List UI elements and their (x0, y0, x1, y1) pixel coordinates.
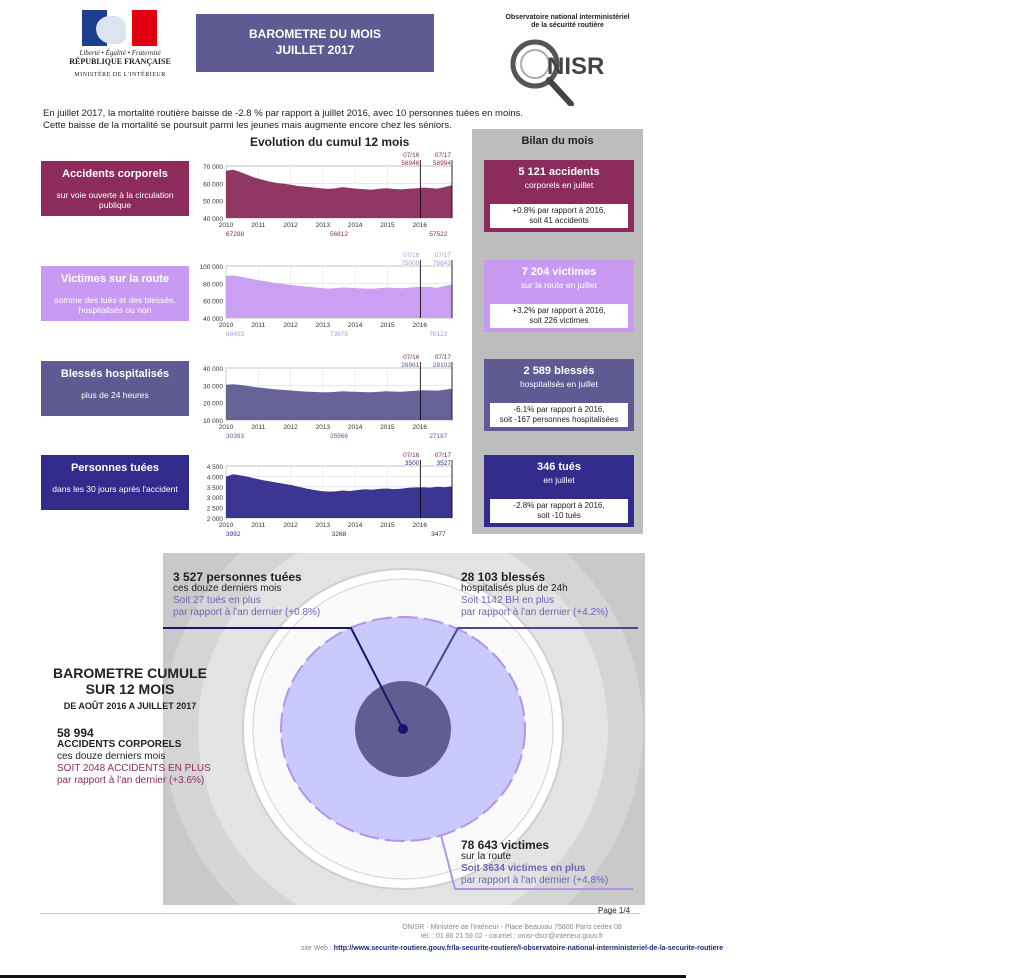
bilan-sub: corporels en juillet (524, 180, 594, 190)
bilan-value: 5 121 accidents (518, 166, 600, 178)
intro-text (43, 108, 523, 131)
bilan-change-box (490, 304, 628, 328)
marker-value-label: 78643 (432, 260, 451, 267)
blesses-chart (190, 352, 460, 448)
marker-value-label: 56946 (401, 160, 420, 167)
y-tick-label: 3 000 (206, 495, 223, 503)
blesses-label-box (41, 361, 189, 416)
marker-date-label: 07/17 (434, 152, 451, 159)
bilan-sub: en juillet (543, 475, 575, 485)
x-tick-label: 2015 (380, 322, 395, 329)
y-tick-label: 2 500 (206, 505, 223, 513)
marker-date-label: 07/16 (403, 152, 420, 159)
bottom-value-label: 88453 (226, 331, 245, 338)
row-label: Blessés hospitalisés (60, 368, 170, 380)
row-sublabel: somme des tués et des blessés, hospitalisés ou non (54, 295, 176, 315)
bilan-change-box (490, 204, 628, 228)
cumul-victimes-value: 78 643 victimes (461, 838, 550, 852)
y-tick-label: 3 500 (206, 484, 223, 492)
ministry-name: MINISTÈRE DE L'INTÉRIEUR (74, 72, 166, 78)
cumul-tues-soit: Soit 27 tués en plus (173, 595, 261, 606)
marker-date-label: 07/16 (403, 452, 420, 459)
y-tick-label: 70 000 (203, 164, 223, 171)
victimes-chart (190, 250, 460, 346)
y-tick-label: 60 000 (203, 181, 223, 189)
bilan-change: +3.2% par rapport à 2016, (512, 306, 606, 315)
marker-date-label: 07/17 (434, 354, 451, 361)
x-tick-label: 2016 (412, 222, 427, 229)
x-tick-label: 2010 (218, 222, 234, 229)
title-line-1: BAROMETRE DU MOIS (249, 27, 381, 41)
republique-francaise-logo (60, 10, 180, 82)
cumul-accidents-period: ces douze derniers mois (57, 751, 166, 762)
marker-value-label: 26961 (401, 362, 420, 369)
y-tick-label: 100 000 (199, 264, 223, 271)
onisr-line-1: Observatoire national interministériel (505, 14, 630, 21)
y-tick-label: 60 000 (203, 298, 223, 306)
x-tick-label: 2015 (380, 424, 395, 431)
bilan-value: 7 204 victimes (521, 266, 597, 278)
footer-divider (40, 913, 640, 914)
x-tick-label: 2016 (412, 522, 427, 529)
footer-site-label: site Web : (300, 945, 332, 952)
bottom-value-label: 3992 (226, 531, 241, 538)
marker-value-label: 3500 (404, 460, 420, 467)
x-tick-label: 2014 (347, 222, 363, 229)
bilan-title: Bilan du mois (521, 135, 594, 147)
cumul-tues-rapport: par rapport à l'an dernier (+0.8%) (173, 607, 321, 618)
y-tick-label: 20 000 (203, 400, 223, 408)
bilan-change-box (490, 403, 628, 427)
x-tick-label: 2011 (251, 222, 266, 229)
cumul-victimes-soit: Soit 3634 victimes en plus (461, 863, 586, 874)
rf-name: RÉPUBLIQUE FRANÇAISE (69, 57, 171, 66)
y-tick-label: 40 000 (203, 216, 223, 223)
y-tick-label: 4 000 (206, 474, 223, 482)
marker-date-label: 07/17 (434, 452, 451, 459)
victimes-label-box (41, 266, 189, 321)
marker-value-label: 3527 (436, 460, 451, 467)
tues-chart (190, 450, 460, 546)
x-tick-label: 2016 (412, 424, 427, 431)
marker-date-label: 07/16 (403, 252, 420, 259)
onisr-logo-text: NISR (547, 53, 605, 80)
tues-bilan-box (484, 455, 634, 527)
cumul-victimes-annotation (461, 839, 608, 887)
bilan-change: -6.1% par rapport à 2016, (513, 405, 605, 414)
intro-line-2: Cette baisse de la mortalité se poursuit parmi les jeunes mais augmente encore chez les séniors. (43, 119, 452, 131)
bilan-value: 346 tués (536, 461, 582, 473)
x-tick-label: 2012 (283, 522, 298, 529)
onisr-line-2: de la sécurité routière (531, 22, 604, 29)
tues-label-box (41, 455, 189, 510)
cumul-tues-period: ces douze derniers mois (173, 583, 282, 594)
footer-address: ONISR - Ministère de l'intérieur - Place Beauvau 75800 Paris cedex 08 (402, 924, 622, 931)
footer-site (0, 945, 1024, 952)
bottom-value-label: 3477 (431, 531, 446, 538)
x-tick-label: 2011 (251, 322, 266, 329)
footer-contact: tél. : 01 86 21 59 02 - courriel : onisr-dscr@interieur.gouv.fr (420, 933, 604, 940)
cumul-title-1: BAROMETRE CUMULE (53, 665, 207, 681)
marker-date-label: 07/16 (403, 354, 420, 361)
marker-value-label: 75009 (401, 260, 420, 267)
victimes-bilan-box (484, 260, 634, 332)
onisr-magnifier-icon (505, 34, 630, 106)
x-tick-label: 2011 (251, 522, 266, 529)
cumul-accidents-value: 58 994 (57, 726, 94, 740)
bilan-change-2: soit -10 tués (537, 511, 581, 520)
cumul-title (30, 665, 230, 697)
bottom-value-label: 25966 (329, 433, 349, 440)
y-tick-label: 2 000 (206, 516, 223, 523)
cumul-title-2: SUR 12 MOIS (85, 681, 175, 697)
row-label: Personnes tuées (70, 462, 160, 474)
x-tick-label: 2013 (315, 424, 331, 431)
cumul-accidents-annotation (57, 727, 211, 787)
cumul-victimes-rapport: par rapport à l'an dernier (+4.8%) (461, 875, 609, 886)
cumul-accidents-label: ACCIDENTS CORPORELS (57, 739, 182, 750)
bottom-value-label: 73875 (329, 331, 349, 338)
bottom-value-label: 57522 (429, 231, 448, 238)
bilan-change-2: soit 226 victimes (529, 316, 589, 325)
bottom-value-label: 56812 (329, 231, 349, 238)
x-tick-label: 2014 (347, 322, 363, 329)
x-tick-label: 2016 (412, 322, 427, 329)
x-tick-label: 2010 (218, 522, 234, 529)
cumul-blesses-rapport: par rapport à l'an dernier (+4.2%) (461, 607, 609, 618)
x-tick-label: 2010 (218, 424, 234, 431)
bottom-value-label: 30393 (226, 433, 245, 440)
x-tick-label: 2013 (315, 522, 331, 529)
cumul-blesses-soit: Soit 1142 BH en plus (461, 595, 555, 606)
row-sublabel: sur voie ouverte à la circulation publique (56, 190, 174, 210)
bottom-value-label: 27187 (429, 433, 448, 440)
bilan-value: 2 589 blessés (523, 365, 595, 377)
cumul-tues-value: 3 527 personnes tuées (173, 570, 302, 584)
cumul-accidents-rapport: par rapport à l'an dernier (+3.6%) (57, 775, 205, 786)
cumul-blesses-annotation (461, 571, 608, 619)
x-tick-label: 2014 (347, 522, 363, 529)
y-tick-label: 30 000 (203, 383, 223, 391)
cumul-tues-annotation (173, 571, 320, 619)
x-tick-label: 2013 (315, 222, 331, 229)
x-tick-label: 2013 (315, 322, 331, 329)
bottom-value-label: 3268 (331, 531, 347, 538)
marker-date-label: 07/17 (434, 252, 451, 259)
y-tick-label: 80 000 (203, 281, 223, 289)
x-tick-label: 2010 (218, 322, 234, 329)
accidents-bilan-box (484, 160, 634, 232)
cumul-subtitle: DE AOÛT 2016 A JUILLET 2017 (63, 701, 197, 711)
y-tick-label: 4 500 (206, 464, 223, 471)
bilan-change-box (490, 499, 628, 523)
row-label: Accidents corporels (62, 168, 168, 180)
bilan-change-2: soit 41 accidents (529, 216, 589, 225)
x-tick-label: 2014 (347, 424, 363, 431)
x-tick-label: 2015 (380, 522, 395, 529)
bottom-value-label: 67288 (226, 231, 245, 238)
x-tick-label: 2011 (251, 424, 266, 431)
bilan-change: -2.8% par rapport à 2016, (513, 501, 605, 510)
intro-line-1: En juillet 2017, la mortalité routière baisse de -2.8 % par rapport à juillet 2016, avec 10 personnes tuées en moins. (43, 108, 524, 119)
y-tick-label: 40 000 (203, 316, 223, 323)
x-tick-label: 2012 (283, 322, 298, 329)
y-tick-label: 50 000 (203, 198, 223, 206)
bilan-change-2: soit -167 personnes hospitalisées (499, 415, 619, 424)
y-tick-label: 10 000 (203, 418, 223, 425)
title-line-2: JUILLET 2017 (275, 43, 355, 57)
blesses-bilan-box (484, 359, 634, 431)
bilan-sub: hospitalisés en juillet (520, 379, 598, 389)
row-label: Victimes sur la route (60, 273, 169, 285)
bilan-sub: sur la route en juillet (520, 280, 598, 290)
rf-motto: Liberté • Égalité • Fraternité (79, 49, 161, 57)
page-number: Page 1/4 (598, 906, 631, 915)
x-tick-label: 2012 (283, 222, 298, 229)
row-sublabel: dans les 30 jours après l'accident (52, 484, 178, 494)
bilan-change: +0.8% par rapport à 2016, (512, 206, 606, 215)
cumul-blesses-period: hospitalisés plus de 24h (461, 583, 568, 594)
footer-site-link[interactable]: http://www.securite-routiere.gouv.fr/la-securite-routiere/l-observatoire-national-interministeriel-de-la-securite-routiere (333, 945, 724, 952)
chart-section-title: Evolution du cumul 12 mois (250, 135, 410, 149)
y-tick-label: 40 000 (203, 366, 223, 373)
bottom-value-label: 76122 (429, 331, 448, 338)
accidents-chart (190, 150, 460, 246)
accidents-label-box (41, 161, 189, 216)
cumul-blesses-value: 28 103 blessés (461, 570, 546, 584)
marker-value-label: 28103 (432, 362, 451, 369)
document-title (196, 14, 434, 72)
x-tick-label: 2015 (380, 222, 395, 229)
marianne-flag-icon (70, 10, 170, 46)
cumul-accidents-soit: SOIT 2048 ACCIDENTS EN PLUS (57, 763, 211, 774)
marker-value-label: 58994 (432, 160, 451, 167)
onisr-logo (505, 14, 630, 106)
cumul-victimes-period: sur la route (461, 851, 512, 862)
row-sublabel: plus de 24 heures (81, 390, 149, 400)
x-tick-label: 2012 (283, 424, 298, 431)
